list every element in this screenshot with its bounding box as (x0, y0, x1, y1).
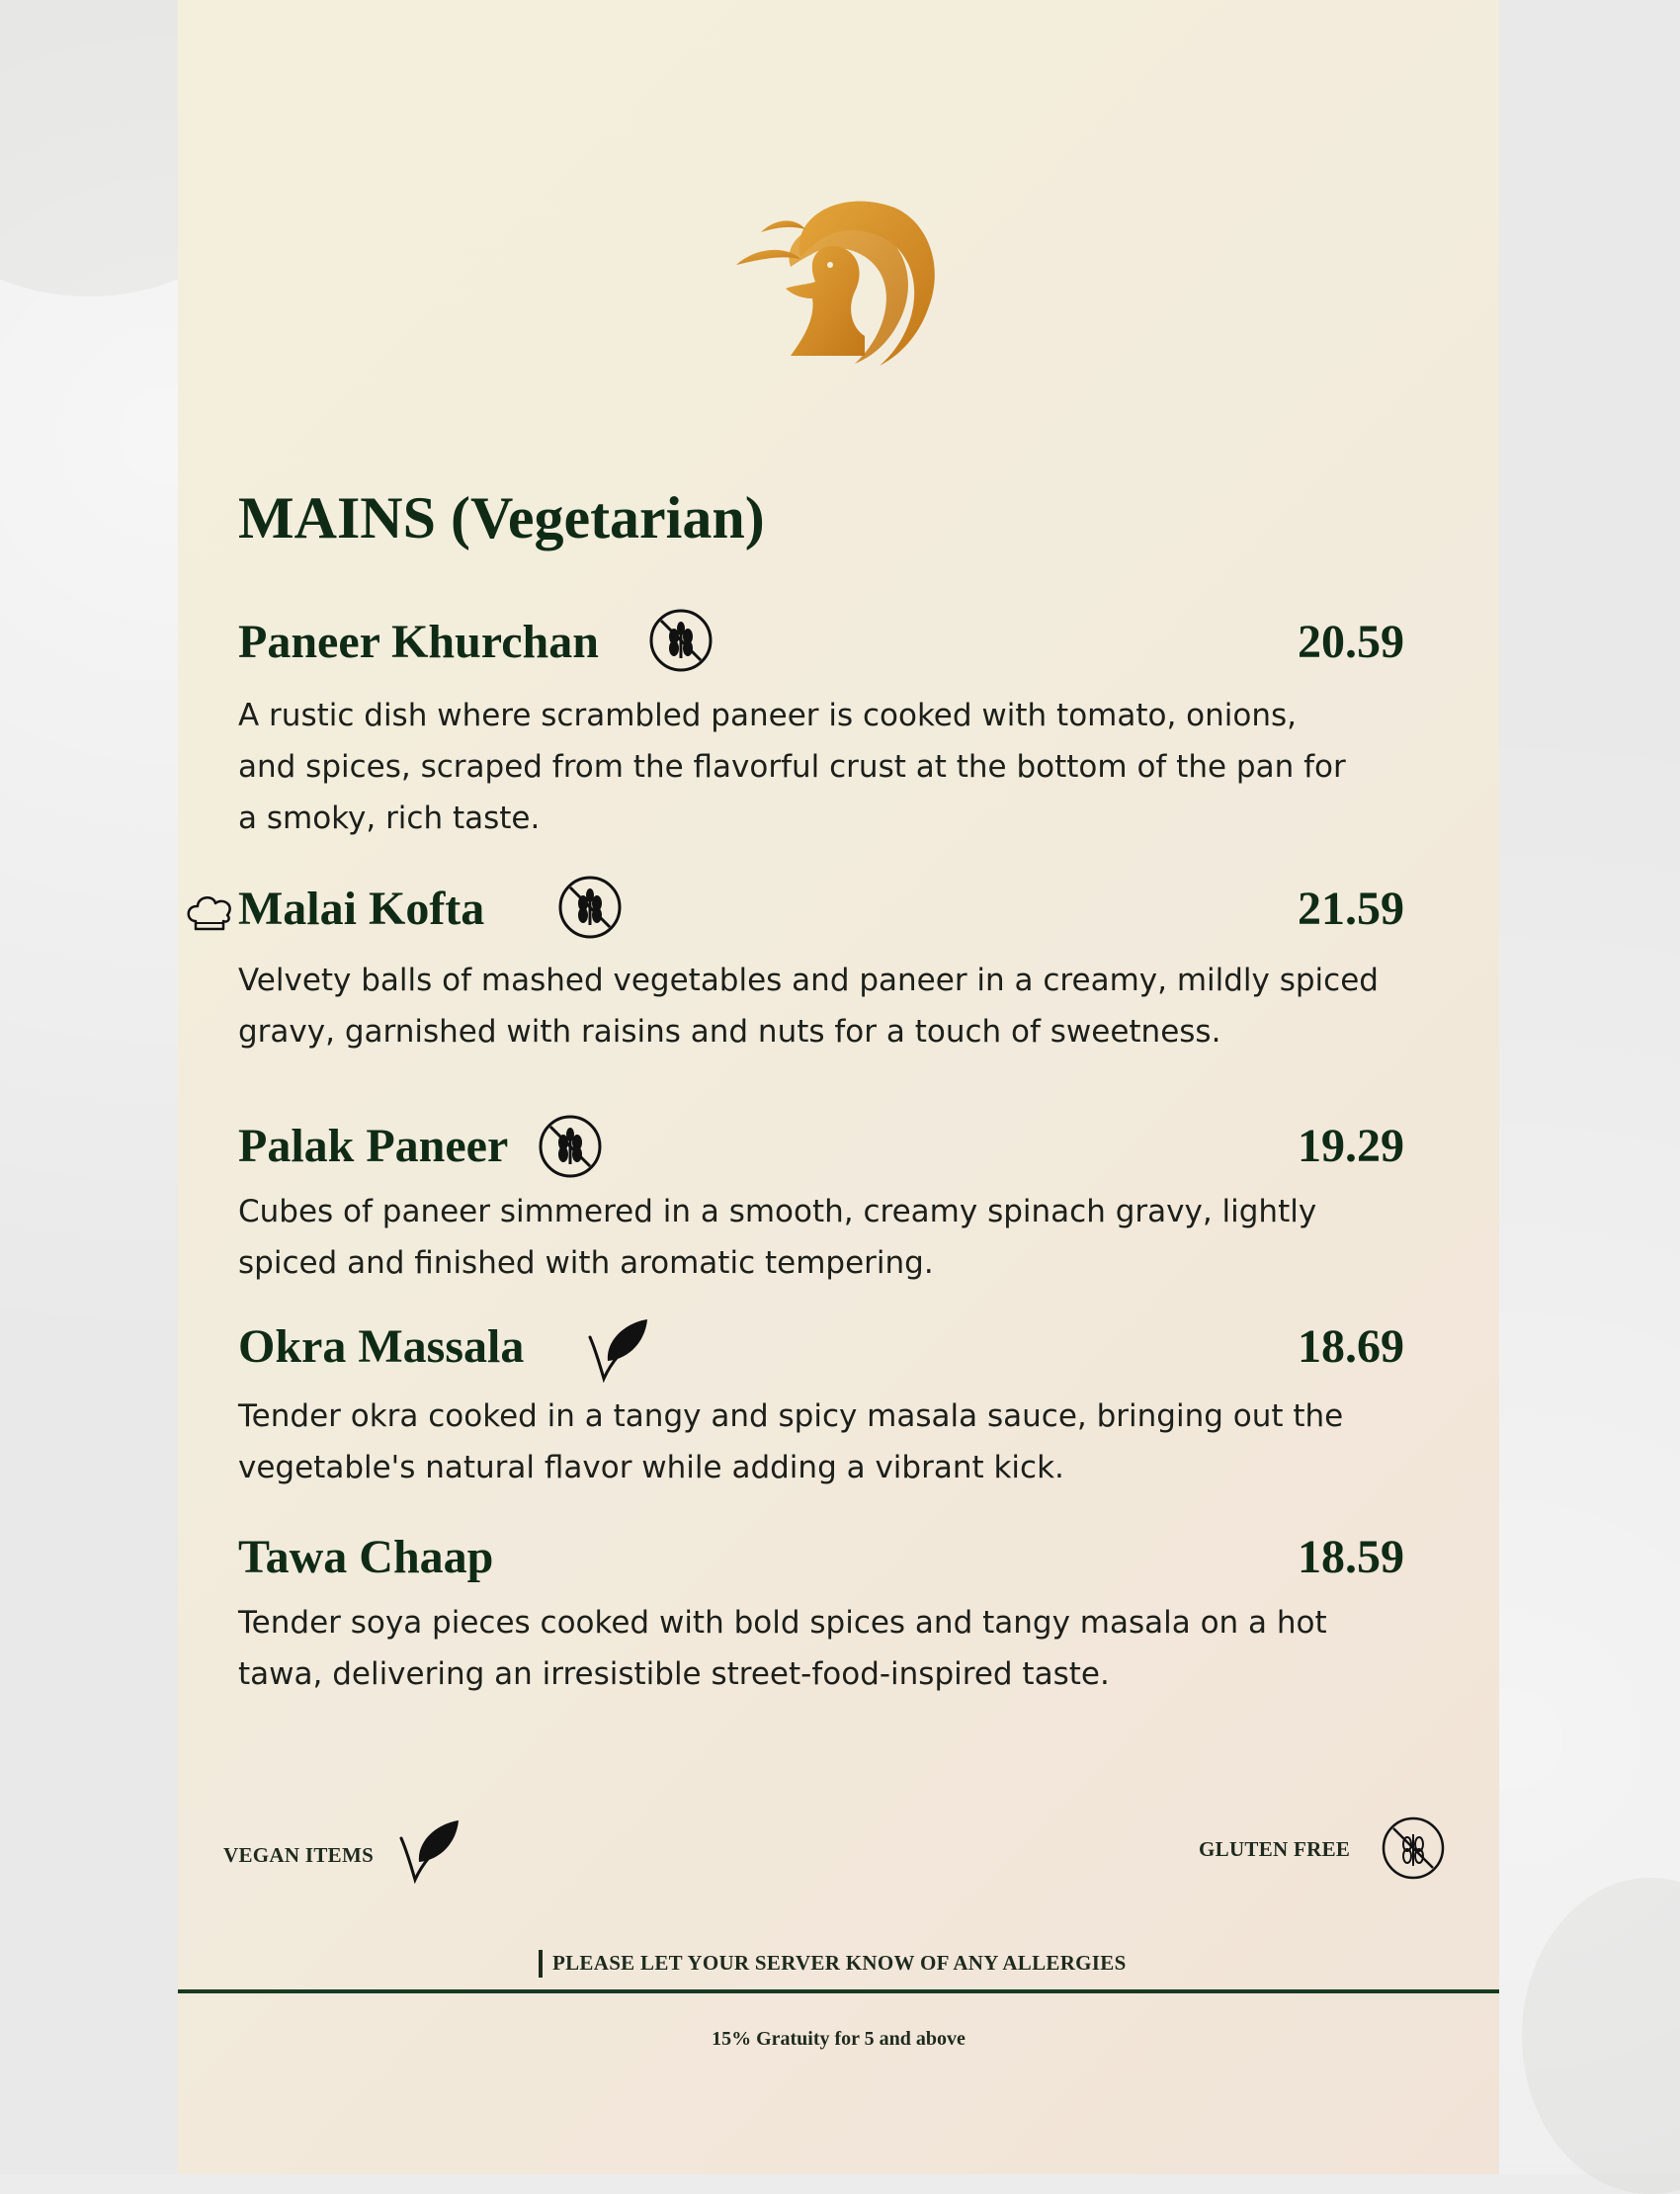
item-price: 18.69 (1298, 1320, 1404, 1373)
allergy-notice: PLEASE LET YOUR SERVER KNOW OF ANY ALLERGIES (552, 1951, 1127, 1975)
item-description: Velvety balls of mashed vegetables and paneer in a creamy, mildly spiced gravy, garnished with raisins and nuts for a touch of sweetness. (238, 963, 1379, 1050)
item-price: 21.59 (1298, 883, 1404, 935)
item-name: Okra Massala (238, 1320, 525, 1373)
item-price: 20.59 (1298, 616, 1404, 668)
gluten-free-icon (537, 1113, 604, 1180)
item-price: 19.29 (1298, 1120, 1404, 1172)
item-name: Malai Kofta (238, 883, 485, 935)
allergy-notice-bar (539, 1950, 543, 1978)
item-name: Paneer Khurchan (238, 616, 599, 668)
vegan-legend-label: VEGAN ITEMS (223, 1843, 375, 1867)
gluten-free-legend-label: GLUTEN FREE (1199, 1837, 1351, 1861)
item-price: 18.59 (1298, 1531, 1404, 1583)
gratuity-note: 15% Gratuity for 5 and above (712, 2028, 966, 2050)
gluten-free-icon (556, 874, 624, 941)
item-description: A rustic dish where scrambled paneer is cooked with tomato, onions, and spices, scraped from the flavorful crust at the bottom of the pan for a smoky, rich taste. (238, 698, 1346, 836)
peacock-logo (731, 188, 949, 376)
vegan-leaf-icon (586, 1315, 649, 1383)
item-name: Tawa Chaap (238, 1531, 494, 1583)
item-description: Cubes of paneer simmered in a smooth, creamy spinach gravy, lightly spiced and finished with aromatic tempering. (238, 1194, 1317, 1281)
menu-page (178, 0, 1499, 2174)
gluten-free-icon (1380, 1814, 1447, 1882)
vegan-leaf-icon (397, 1816, 461, 1884)
item-description: Tender okra cooked in a tangy and spicy masala sauce, bringing out the vegetable's natural flavor while adding a vibrant kick. (238, 1398, 1344, 1485)
section-title: MAINS (Vegetarian) (238, 485, 765, 550)
item-description: Tender soya pieces cooked with bold spices and tangy masala on a hot tawa, delivering an irresistible street-food-inspired taste. (238, 1605, 1327, 1692)
item-name: Palak Paneer (238, 1120, 509, 1172)
chef-hat-icon (184, 893, 235, 933)
footer-divider (178, 1989, 1499, 1993)
gluten-free-icon (647, 607, 714, 674)
